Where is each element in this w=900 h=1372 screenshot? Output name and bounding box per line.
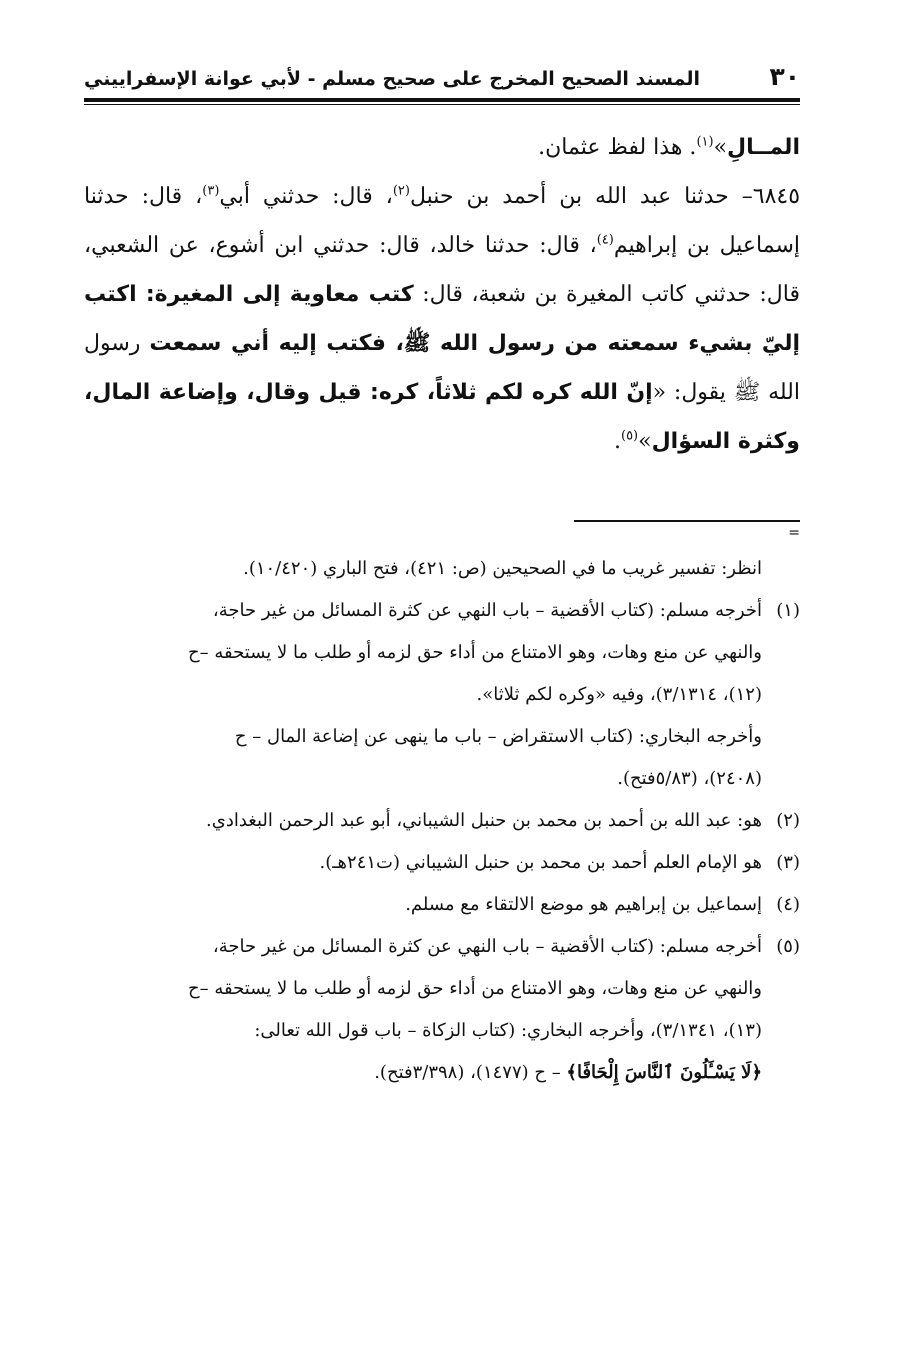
running-header — [84, 62, 800, 96]
bold-hadith-text: إنّ الله كره لكم ثلاثاً، كره: قيل وقال، وإضاعة المال، وكثرة السؤال — [84, 380, 800, 454]
header-rule-thin — [84, 104, 800, 105]
footnote-number: (٢) — [776, 810, 800, 831]
footnote-ref: (٥) — [620, 428, 639, 444]
footnote-number: (٤) — [776, 894, 800, 915]
book-title: المسند الصحيح المخرج على صحيح مسلم - لأبي عوانة الإسفراييني — [84, 68, 700, 90]
page-number: ٣٠ — [769, 62, 800, 91]
footnote-3: (٣) هو الإمام العلم أحمد بن محمد بن حنبل الشيباني (ت٢٤١هـ). — [84, 842, 800, 884]
footnote-number: (٥) — [776, 936, 800, 957]
hadith-paragraph: ٦٨٤٥– حدثنا عبد الله بن أحمد بن حنبل$^{(٢)}$، قال: حدثني أبي$^{(٣)}$، قال: حدثنا إسماعيل بن إبراهيم$^{(٤)}$، قال: حدثنا خالد، قال: حدثني ابن أشوع، عن الشعبي، قال: حدثني كاتب المغيرة بن شعبة، قال: كتب معاوية إلى المغيرة: اكتب إليّ بشيء سمعته من رسول الله ﷺ، فكتب إليه أني سمعت رسول الله ﷺ يقول: «إنّ الله كره لكم ثلاثاً، كره: قيل وقال، وإضاعة المال، وكثرة السؤال»$^{(٥)}$. — [84, 183, 801, 454]
footnote-2: (٢) هو: عبد الله بن أحمد بن محمد بن حنبل الشيباني، أبو عبد الرحمن البغدادي. — [84, 800, 800, 842]
footnote-separator — [574, 520, 800, 522]
footnote-ref: (٢) — [392, 183, 410, 199]
main-text — [84, 123, 800, 466]
paragraph-continuation: المــالِ»$^{(١)}$. هذا لفظ عثمان. — [538, 134, 800, 160]
footnote-number: (١) — [776, 600, 800, 621]
book-page — [84, 62, 800, 1372]
footnote-ref: (١) — [696, 134, 714, 150]
footnote-ref: (٣) — [202, 183, 220, 199]
footnote-4: (٤) إسماعيل بن إبراهيم هو موضع الالتقاء مع مسلم. — [84, 884, 800, 926]
continuation-mark: = — [788, 525, 800, 541]
header-rule-thick — [84, 98, 800, 102]
bold-matn: كتب معاوية إلى المغيرة: اكتب إليّ بشيء سمعته من رسول الله ﷺ، فكتب إليه أني سمعت — [84, 282, 800, 356]
footnote-continuation: انظر: تفسير غريب ما في الصحيحين (ص: ٤٢١)، فتح الباري (١٠/٤٢٠). — [243, 558, 762, 579]
footnote-ref: (٤) — [596, 232, 614, 248]
footnote-5: (٥) أخرجه مسلم: (كتاب الأقضية – باب النهي عن كثرة المسائل من غير حاجة، — [84, 926, 800, 968]
quran-verse: ﴿لَا يَسْـَٔلُونَ ٱلنَّاسَ إِلْحَافًا﴾ — [566, 1062, 762, 1083]
footnote-1: (١) أخرجه مسلم: (كتاب الأقضية – باب النهي عن كثرة المسائل من غير حاجة، — [84, 590, 800, 632]
footnote-number: (٣) — [776, 852, 800, 873]
footnotes: انظر: تفسير غريب ما في الصحيحين (ص: ٤٢١)، فتح الباري (١٠/٤٢٠). (١) أخرجه مسلم: (كتاب الأقضية – باب النهي عن كثرة المسائل من غير حاجة، والنهي عن منع وهات، وهو الامتناع من أداء حق لزمه أو طلب ما لا يستحقه –ح (١٢)، ٣/١٣١٤)، وفيه «وكره لكم ثلاثا». وأخرجه البخاري: (كتاب الاستقراض – باب ما ينهى عن إضاعة المال – ح (٢٤٠٨)، (٥/٨٣فتح). (٢) هو: عبد الله بن أحمد بن محمد بن حنبل الشيباني، أبو عبد الرحمن البغدادي. (٣) هو الإمام العلم أحمد بن محمد بن حنبل الشيباني (ت٢٤١هـ). (٤) إسماعيل بن إبراهيم هو موضع الالتقاء مع مسلم. (٥) أخرجه مسلم: (كتاب الأقضية – باب النهي عن كثرة المسائل من غير حاجة، والنهي عن منع وهات، وهو الامتناع من أداء حق لزمه أو طلب ما لا يستحقه –ح (١٣)، ٣/١٣٤١)، وأخرجه البخاري: (كتاب الزكاة – باب قول الله تعالى: ﴿لَا يَسْـَٔلُونَ ٱلنَّاسَ إِلْحَافًا﴾ – ح (١٤٧٧)، (٣/٣٩٨فتح). — [84, 548, 800, 1094]
